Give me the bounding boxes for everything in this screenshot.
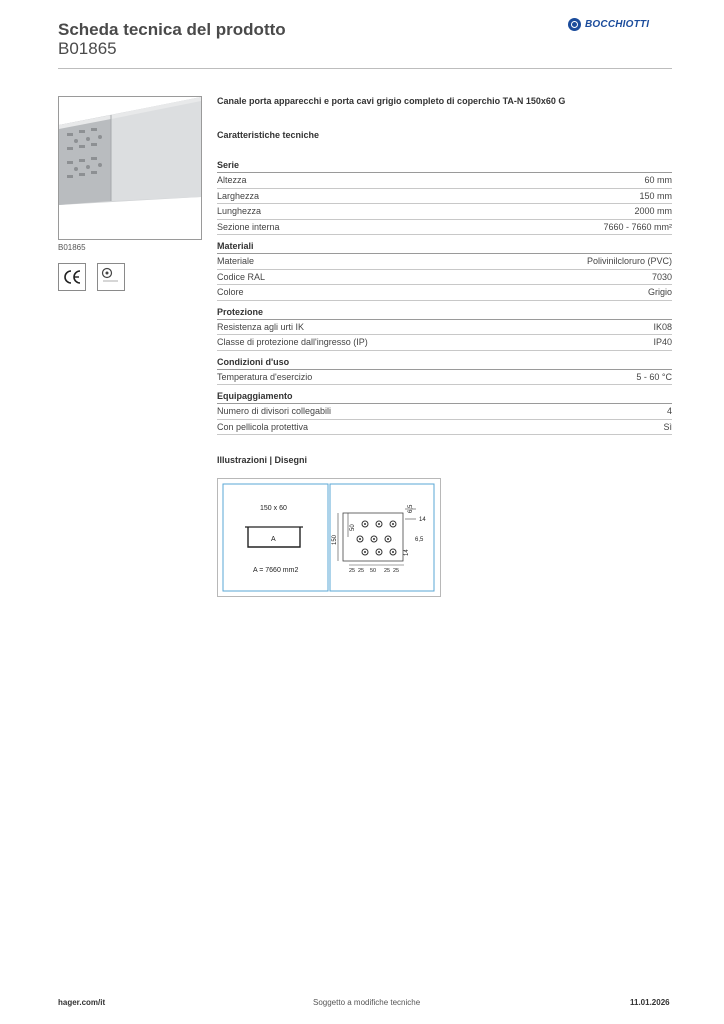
product-description: Canale porta apparecchi e porta cavi grigio completo di coperchio TA-N 150x60 G [217, 96, 566, 106]
spec-value: 4 [666, 406, 672, 416]
dimension-bottom-3: 50 [370, 568, 377, 574]
section-condizioni [217, 357, 672, 386]
spec-label: Numero di divisori collegabili [217, 406, 332, 416]
product-image [58, 96, 202, 240]
spec-value: 7030 [651, 271, 672, 282]
dimension-6-5-top: 6,5 [408, 504, 414, 513]
cable-trunking-illustration [59, 97, 201, 239]
section-equipaggiamento [217, 391, 672, 435]
footer-notice: Soggetto a modifiche tecniche [313, 998, 421, 1007]
spec-row [217, 270, 672, 286]
area-label: A = 7660 mm2 [253, 567, 299, 574]
footer-date: 11.01.2026 [630, 998, 670, 1007]
spec-label: Codice RAL [217, 271, 266, 282]
spec-row [217, 420, 672, 436]
spec-value: 150 mm [639, 190, 672, 201]
spec-row [217, 204, 672, 220]
spec-content [217, 92, 672, 472]
spec-value: 5 - 60 °C [636, 371, 672, 382]
spec-row [217, 404, 672, 420]
spec-value: Sì [663, 421, 672, 432]
spec-label: Sezione interna [217, 221, 280, 232]
spec-row [217, 335, 672, 351]
spec-value: 2000 mm [634, 206, 672, 216]
spec-row [217, 320, 672, 336]
dimension-bottom-1: 25 [349, 568, 356, 574]
section-serie [217, 160, 672, 235]
dimension-150: 150 [332, 534, 338, 545]
spec-row [217, 173, 672, 189]
spec-value: Polivinilcloruro (PVC) [586, 256, 672, 266]
technical-drawing [217, 478, 441, 597]
dimension-14-top: 14 [419, 517, 426, 523]
spec-row [217, 285, 672, 301]
page-title: Scheda tecnica del prodotto [58, 20, 286, 39]
spec-label: Resistenza agli urti IK [217, 321, 305, 332]
image-caption: B01865 [58, 243, 86, 252]
characteristics-title: Caratteristiche tecniche [217, 130, 320, 140]
section-materiali [217, 241, 672, 301]
spec-label: Materiale [217, 256, 255, 266]
section-title: Serie [217, 160, 672, 173]
dimension-bottom-4: 25 [384, 568, 391, 574]
spec-value: IK08 [653, 321, 672, 332]
spec-label: Con pellicola protettiva [217, 421, 309, 432]
section-title: Condizioni d'uso [217, 357, 672, 370]
spec-label: Classe di protezione dall'ingresso (IP) [217, 337, 368, 347]
header-divider [58, 68, 672, 69]
spec-value: IP40 [653, 337, 672, 347]
spec-row [217, 370, 672, 386]
spec-label: Larghezza [217, 190, 260, 201]
product-code: B01865 [58, 39, 117, 58]
section-size-label: 150 x 60 [260, 505, 287, 512]
spec-value: Grigio [647, 287, 672, 297]
spec-label: Altezza [217, 175, 247, 185]
section-title: Equipaggiamento [217, 391, 672, 404]
brand-logo-icon [568, 18, 581, 31]
quality-mark-icon [97, 263, 125, 291]
section-title: Protezione [217, 307, 672, 320]
dimension-bottom-2: 25 [358, 568, 365, 574]
illustrations-title: Illustrazioni | Disegni [217, 455, 308, 465]
brand-logo [568, 16, 660, 32]
ce-mark-icon [58, 263, 86, 291]
spec-row [217, 220, 672, 236]
brand-logo-text: BOCCHIOTTI [585, 18, 650, 30]
spec-label: Lunghezza [217, 206, 262, 216]
spec-row [217, 254, 672, 270]
spec-row [217, 189, 672, 205]
section-title: Materiali [217, 241, 672, 254]
dimension-6-5-mid: 6,5 [415, 537, 424, 543]
dimension-50: 50 [350, 524, 356, 531]
footer-website-link[interactable]: hager.com/it [58, 998, 106, 1007]
section-area-letter: A [271, 536, 276, 543]
section-protezione [217, 307, 672, 351]
spec-label: Temperatura d'esercizio [217, 371, 313, 382]
spec-label: Colore [217, 287, 244, 297]
spec-value: 60 mm [644, 175, 672, 185]
dimension-14-bottom: 14 [404, 549, 410, 556]
spec-value: 7660 - 7660 mm² [603, 221, 672, 232]
dimension-bottom-5: 25 [393, 568, 400, 574]
